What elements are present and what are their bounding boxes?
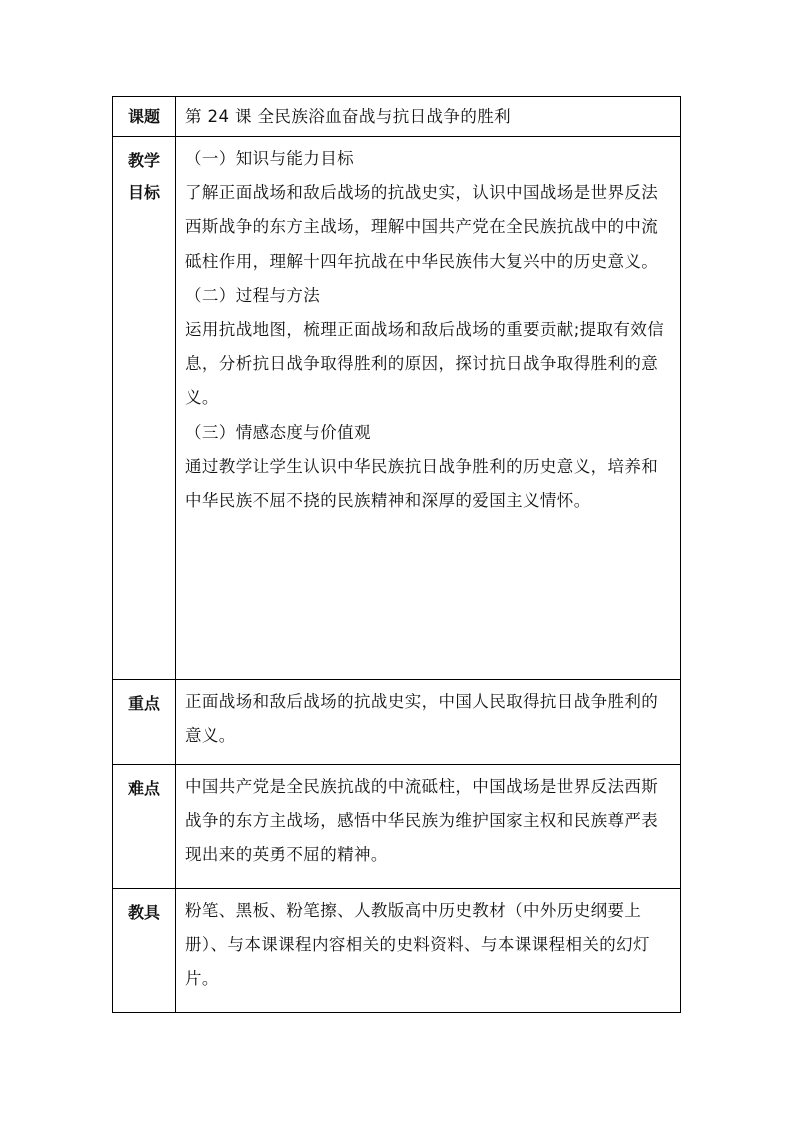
- lesson-plan-table: [112, 96, 681, 1013]
- goals-label-line1: 教学: [127, 151, 160, 170]
- table-row-key-points: [113, 680, 681, 765]
- key-points-label: 重点: [127, 694, 160, 713]
- goals-label-line2: 目标: [127, 183, 160, 202]
- tools-label-cell: [113, 889, 176, 1013]
- goal-section-2-heading: （二）过程与方法: [185, 285, 321, 305]
- goal-section-1-text: 了解正面战场和敌后战场的抗战史实，认识中国战场是世界反法西斯战争的东方主战场，理解中国共产党在全民族抗战中的中流砥柱作用，理解十四年抗战在中华民族伟大复兴中的历史意义。: [185, 183, 659, 271]
- goals-content-cell: [176, 137, 681, 680]
- teaching-aids-text: 粉笔、黑板、粉笔擦、人教版高中历史教材（中外历史纲要上册）、与本课课程内容相关的史料资料、与本课课程相关的幻灯片。: [185, 901, 650, 988]
- table-row-teaching-aids: [113, 889, 681, 1013]
- difficulty-label-cell: [113, 765, 176, 889]
- difficulty-label: 难点: [127, 779, 160, 798]
- key-points-text: 正面战场和敌后战场的抗战史实，中国人民取得抗日战争胜利的意义。: [185, 692, 659, 745]
- teaching-aids-label: 教具: [127, 903, 160, 922]
- table-row-goals: [113, 137, 681, 680]
- goal-section-3-heading: （三）情感态度与价值观: [185, 422, 371, 442]
- key-label-cell: [113, 680, 176, 765]
- tools-content-cell: [176, 889, 681, 1013]
- difficulty-content-cell: [176, 765, 681, 889]
- title-label-cell: [113, 97, 176, 137]
- goal-section-2-text: 运用抗战地图，梳理正面战场和敌后战场的重要贡献;提取有效信息，分析抗日战争取得胜利的原因，探讨抗日战争取得胜利的意义。: [185, 320, 665, 408]
- table-row-title: [113, 97, 681, 137]
- difficulty-text: 中国共产党是全民族抗战的中流砥柱，中国战场是世界反法西斯战争的东方主战场，感悟中华民族为维护国家主权和民族尊严表现出来的英勇不屈的精神。: [185, 777, 659, 864]
- goal-section-3-text: 通过教学让学生认识中华民族抗日战争胜利的历史意义，培养和中华民族不屈不挠的民族精神和深厚的爱国主义情怀。: [185, 456, 659, 511]
- key-content-cell: [176, 680, 681, 765]
- lesson-title: 第 24 课 全民族浴血奋战与抗日战争的胜利: [185, 107, 512, 126]
- title-label: 课题: [127, 107, 160, 126]
- goal-section-1-heading: （一）知识与能力目标: [185, 149, 354, 168]
- table-row-difficulties: [113, 765, 681, 889]
- title-value-cell: [176, 97, 681, 137]
- goals-label-cell: [113, 137, 176, 680]
